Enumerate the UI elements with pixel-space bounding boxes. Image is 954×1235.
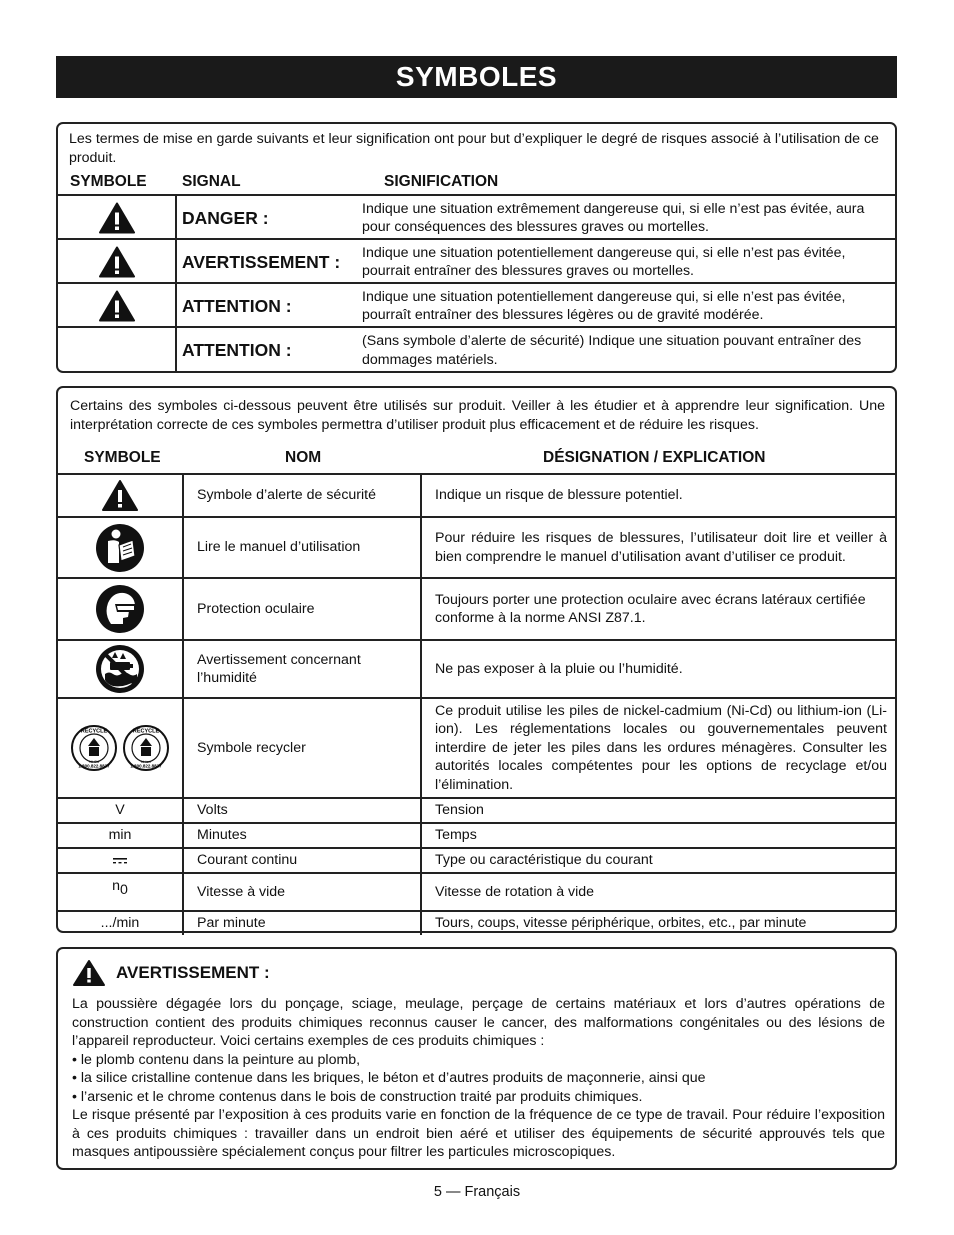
- signal-label: DANGER :: [182, 207, 269, 228]
- name-cell: Vitesse à vide: [183, 873, 421, 911]
- table-row: [58, 578, 895, 640]
- warning-paragraph: La poussière dégagée lors du ponçage, sciage, meulage, perçage de certains matériaux et lors d’autres opérations de construction contient des produits chimiques reconnus causer le cancer, des malformations congénitales ou des lésions de l’appareil reproducteur. Voici certains exemples de ces produits chimiques :: [72, 996, 885, 1049]
- warning-triangle-icon: [98, 246, 136, 279]
- eye-protection-icon: [95, 584, 145, 634]
- desc-cell: Ce produit utilise les piles de nickel-cadmium (Ni-Cd) ou lithium-ion (Li-ion). Les réglementations locales ou gouvernementales peuvent interdire de jeter les piles dans les ordures ménagères. Consulter les autorités locales compétentes pour les options de recyclage et/ou l’élimination.: [421, 698, 895, 798]
- header-meaning: SIGNIFICATION: [384, 173, 499, 190]
- desc-cell: Pour réduire les risques de blessures, l’utilisateur doit lire et veiller à bien comprendre le manuel d’utilisation avant d’utiliser ce produit.: [421, 517, 895, 578]
- table-row: [58, 640, 895, 698]
- recycle-nicd-icon: [70, 724, 118, 772]
- warning-heading: [72, 959, 270, 987]
- desc-cell: Ne pas exposer à la pluie ou l’humidité.: [421, 640, 895, 698]
- recycle-top-label: RECYCLE: [80, 728, 108, 735]
- symbol-cell: V: [58, 798, 183, 823]
- warning-triangle-icon: [98, 290, 136, 323]
- symbols-box: [56, 386, 897, 933]
- symbol-cell: [58, 640, 183, 698]
- signal-meaning: Indique une situation potentiellement dangereuse qui, si elle n’est pas évitée, pourraît entraîner des blessures légères ou de gravité modérée.: [362, 288, 846, 323]
- signal-meaning: Indique une situation extrêmement dangereuse qui, si elle n’est pas évitée, aura pour conséquences des blessures graves ou mortelles.: [362, 200, 865, 235]
- warning-bullet: • la silice cristalline contenue dans les briques, le béton et d’autres produits de maçonnerie, ainsi que: [72, 1070, 706, 1086]
- signal-words-box: [56, 122, 897, 373]
- desc-cell: Temps: [421, 823, 895, 848]
- warning-triangle-icon: [72, 959, 106, 987]
- symbol-cell: [58, 578, 183, 640]
- table-row: [58, 823, 895, 848]
- desc-cell: Toujours porter une protection oculaire avec écrans latéraux certifiée conforme à la norme ANSI Z87.1.: [421, 578, 895, 640]
- table-row: [58, 474, 895, 517]
- signal-label: AVERTISSEMENT :: [182, 251, 341, 272]
- warning-box: [56, 947, 897, 1170]
- warning-paragraph: Le risque présenté par l’exposition à ces produits varie en fonction de la fréquence de ce type de travail. Pour réduire l’exposition à ces produits chimiques : travailler dans un endroit bien aéré et utiliser des équipements de sécurité approuvés tels que masques antipoussière spécialement conçus pour filtrer les particules microscopiques.: [72, 1107, 885, 1160]
- table-row: [58, 517, 895, 578]
- symbol-cell: [58, 873, 183, 911]
- signal-label: ATTENTION :: [182, 295, 292, 316]
- table-row: [58, 848, 895, 873]
- signal-icon-cell: [58, 284, 177, 328]
- signal-row-caution-no-symbol: [58, 326, 895, 373]
- desc-cell: Type ou caractéristique du courant: [421, 848, 895, 873]
- safety-alert-icon: [101, 479, 139, 512]
- signal-row-warning: [58, 238, 895, 284]
- symbol-subscript: 0: [120, 881, 128, 898]
- signal-meaning: Indique une situation potentiellement dangereuse qui, si elle n’est pas évitée, pourrait entraîner des blessures graves ou mortelles.: [362, 244, 846, 279]
- moisture-warning-icon: [95, 644, 145, 694]
- page-title: SYMBOLES: [56, 56, 897, 98]
- recycle-top-label: RECYCLE: [132, 728, 160, 735]
- warning-bullet: • l’arsenic et le chrome contenus dans le bois de construction traité par produits chimiques.: [72, 1088, 643, 1105]
- warning-bullet: • le plomb contenu dans la peinture au plomb,: [72, 1051, 361, 1068]
- header-symbol: SYMBOLE: [70, 173, 147, 190]
- name-cell: Symbole d’alerte de sécurité: [183, 474, 421, 517]
- recycle-liion-label: Li-ion: [141, 759, 151, 764]
- name-cell: Par minute: [183, 911, 421, 935]
- read-manual-icon: [95, 523, 145, 573]
- warning-title: AVERTISSEMENT :: [116, 963, 270, 982]
- table-row: [58, 798, 895, 823]
- recycle-liion-icon: [122, 724, 170, 772]
- name-cell: Symbole recycler: [183, 698, 421, 798]
- header-symbol: SYMBOLE: [84, 449, 161, 466]
- signal-label: ATTENTION :: [182, 340, 292, 360]
- symbol-cell: [58, 517, 183, 578]
- table-row: [58, 911, 895, 935]
- symbol-cell: .../min: [58, 911, 183, 935]
- signal-intro: Les termes de mise en garde suivants et leur signification ont pour but d’expliquer le degré de risques associé à l’utilisation de ce produit.: [69, 131, 879, 166]
- symbols-intro: Certains des symboles ci-dessous peuvent être utilisés sur produit. Veiller à les étudier et à apprendre leur signification. Une interprétation correcte de ces symboles permettra d’utiliser produit plus efficacement et de réduire les risques.: [70, 398, 885, 433]
- header-name: NOM: [285, 449, 322, 466]
- symbol-cell: [58, 474, 183, 517]
- direct-current-icon: [112, 857, 128, 865]
- symbol-cell: [58, 848, 183, 873]
- signal-row-caution: [58, 282, 895, 328]
- signal-meaning: (Sans symbole d’alerte de sécurité) Indique une situation pouvant entraîner des dommages matériels.: [362, 333, 862, 368]
- recycle-phone-label: 1.800.822.8837: [130, 763, 162, 769]
- symbol-cell: [58, 698, 183, 798]
- warning-triangle-icon: [98, 202, 136, 235]
- recycle-nicd-label: Ni-Cd: [88, 759, 100, 764]
- name-cell: Volts: [183, 798, 421, 823]
- table-row: [58, 698, 895, 798]
- signal-icon-cell: [58, 196, 177, 240]
- header-signal: SIGNAL: [182, 173, 241, 190]
- signal-icon-cell: [58, 328, 177, 373]
- name-cell: Lire le manuel d’utilisation: [183, 517, 421, 578]
- header-designation: DÉSIGNATION / EXPLICATION: [543, 449, 766, 466]
- name-cell: Protection oculaire: [183, 578, 421, 640]
- symbol-n: n: [112, 877, 120, 894]
- signal-icon-cell: [58, 240, 177, 284]
- recycle-phone-label: 1.800.822.8837: [78, 763, 110, 769]
- desc-cell: Tension: [421, 798, 895, 823]
- name-cell: Courant continu: [183, 848, 421, 873]
- name-cell: Minutes: [183, 823, 421, 848]
- symbols-table: [58, 473, 895, 935]
- table-row: [58, 873, 895, 911]
- signal-row-danger: [58, 194, 895, 240]
- desc-cell: Tours, coups, vitesse périphérique, orbites, etc., par minute: [421, 911, 895, 935]
- desc-cell: Indique un risque de blessure potentiel.: [421, 474, 895, 517]
- page-footer: 5 — Français: [433, 1184, 521, 1200]
- symbol-cell: min: [58, 823, 183, 848]
- warning-body: [72, 995, 885, 1162]
- name-cell: Avertissement concernant l’humidité: [183, 640, 421, 698]
- desc-cell: Vitesse de rotation à vide: [421, 873, 895, 911]
